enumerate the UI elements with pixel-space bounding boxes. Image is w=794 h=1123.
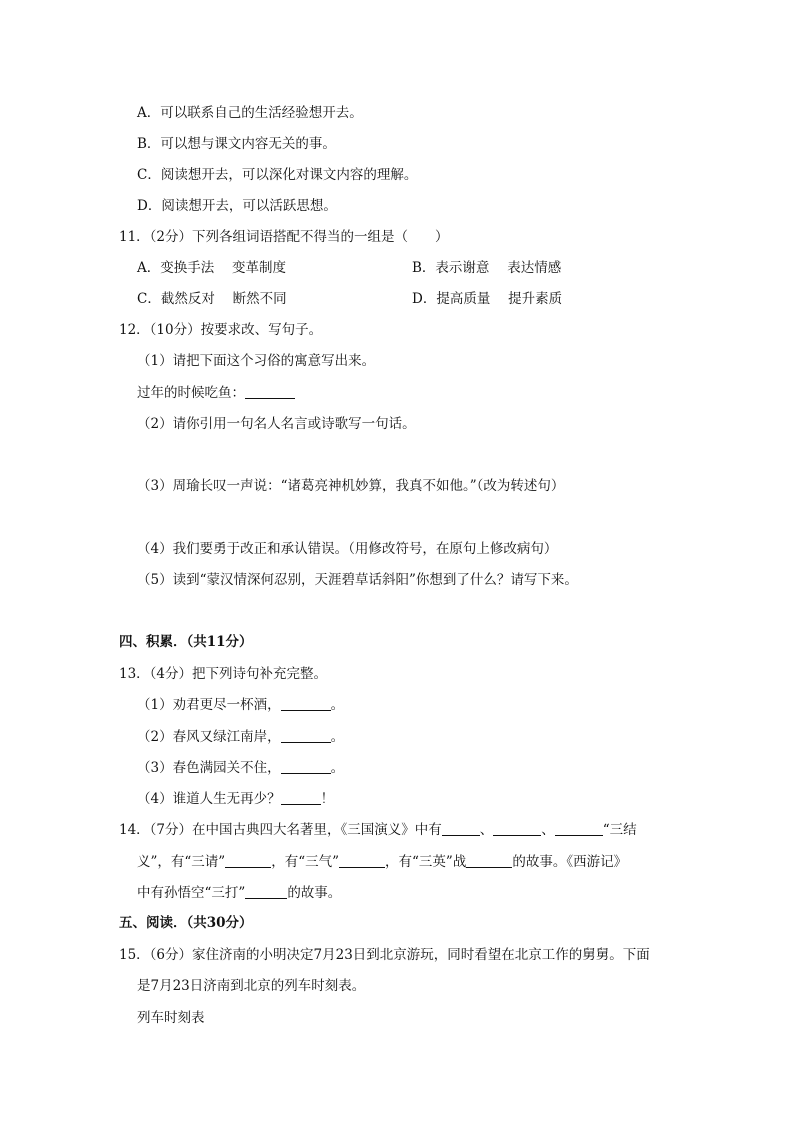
q13-line-4-end: ！ <box>320 791 335 807</box>
q13-line-1 <box>137 695 344 715</box>
q13-line-4 <box>137 789 334 809</box>
answer-blank[interactable] <box>466 853 512 868</box>
q12-sub-3: （3）周瑜长叹一声说：“诸葛亮神机妙算，我真不如他。”（改为转述句） <box>137 478 565 494</box>
q12-sub-4: （4）我们要勇于改正和承认错误。（用修改符号，在原句上修改病句） <box>137 541 558 557</box>
section-4-heading: 四、积累．（共11分） <box>119 634 253 650</box>
q14-text-4: ，有“三气” <box>271 854 340 870</box>
q10-option-b: B．可以想与课文内容无关的事。 <box>137 136 336 152</box>
q14-line-3 <box>137 883 341 903</box>
q11-stem: 11．（2分）下列各组词语搭配不得当的一组是（ ） <box>119 229 449 245</box>
q13-line-2-end: 。 <box>330 729 345 745</box>
q12-stem: 12．（10分）按要求改、写句子。 <box>119 322 323 338</box>
answer-blank[interactable] <box>245 884 287 899</box>
q13-stem: 13．（4分）把下列诗句补充完整。 <box>119 666 328 682</box>
q10-option-a: A．可以联系自己的生活经验想开去。 <box>137 105 363 121</box>
q14-text-5: ，有“三英”战 <box>385 854 467 870</box>
q14-text-2: “三结 <box>602 822 637 838</box>
q13-line-4-text: （4）谁道人生无再少？ <box>137 791 281 807</box>
q11-option-a: A．变换手法 变革制度 <box>137 260 287 276</box>
q13-line-3-text: （3）春色满园关不住， <box>137 760 281 776</box>
q14-text-8: 的故事。 <box>287 885 342 901</box>
answer-blank[interactable] <box>281 759 331 774</box>
q14-text-6: 的故事。《西游记》 <box>512 854 628 870</box>
q11-option-c: C．截然反对 断然不同 <box>137 291 287 307</box>
q14-line-1 <box>119 820 637 840</box>
q12-sub-1-answer <box>137 383 295 403</box>
q14-text-1: 14．（7分）在中国古典四大名著里，《三国演义》中有 <box>119 822 442 838</box>
answer-blank[interactable] <box>245 384 295 399</box>
q13-line-1-text: （1）劝君更尽一杯酒， <box>137 697 281 713</box>
q15-table-title: 列车时刻表 <box>137 1010 205 1026</box>
answer-blank[interactable] <box>281 728 331 743</box>
q14-text-3: 义”，有“三请” <box>137 854 226 870</box>
q12-sub-1-label: 过年的时候吃鱼： <box>137 385 245 401</box>
q14-separator: 、 <box>479 822 494 838</box>
q12-sub-5: （5）读到“蒙汉情深何忍别，天涯碧草话斜阳”你想到了什么？请写下来。 <box>137 572 578 588</box>
q13-line-1-end: 。 <box>330 697 345 713</box>
answer-blank[interactable] <box>281 790 321 805</box>
answer-blank[interactable] <box>281 696 331 711</box>
q13-line-3-end: 。 <box>330 760 345 776</box>
q15-line-1: 15．（6分）家住济南的小明决定7月23日到北京游玩，同时看望在北京工作的舅舅。下面 <box>119 947 650 963</box>
q12-sub-2: （2）请你引用一句名人名言或诗歌写一句话。 <box>137 416 416 432</box>
q11-option-d: D．提高质量 提升素质 <box>412 291 563 307</box>
answer-blank[interactable] <box>339 853 385 868</box>
answer-blank[interactable] <box>555 821 603 836</box>
q13-line-2 <box>137 727 344 747</box>
q14-line-2 <box>137 852 627 872</box>
answer-blank[interactable] <box>442 821 480 836</box>
q14-separator: 、 <box>541 822 555 838</box>
q11-option-b: B．表示谢意 表达情感 <box>412 260 562 276</box>
answer-blank[interactable] <box>225 853 271 868</box>
q13-line-2-text: （2）春风又绿江南岸， <box>137 729 281 745</box>
q10-option-d: D．阅读想开去，可以活跃思想。 <box>137 198 337 214</box>
q12-sub-1: （1）请把下面这个习俗的寓意写出来。 <box>137 353 376 369</box>
q14-text-7: 中有孙悟空“三打” <box>137 885 246 901</box>
q15-line-2: 是7月23日济南到北京的列车时刻表。 <box>137 978 366 994</box>
q13-line-3 <box>137 758 344 778</box>
section-5-heading: 五、阅读．（共30分） <box>119 915 253 931</box>
answer-blank[interactable] <box>493 821 541 836</box>
q10-option-c: C．阅读想开去，可以深化对课文内容的理解。 <box>137 167 418 183</box>
